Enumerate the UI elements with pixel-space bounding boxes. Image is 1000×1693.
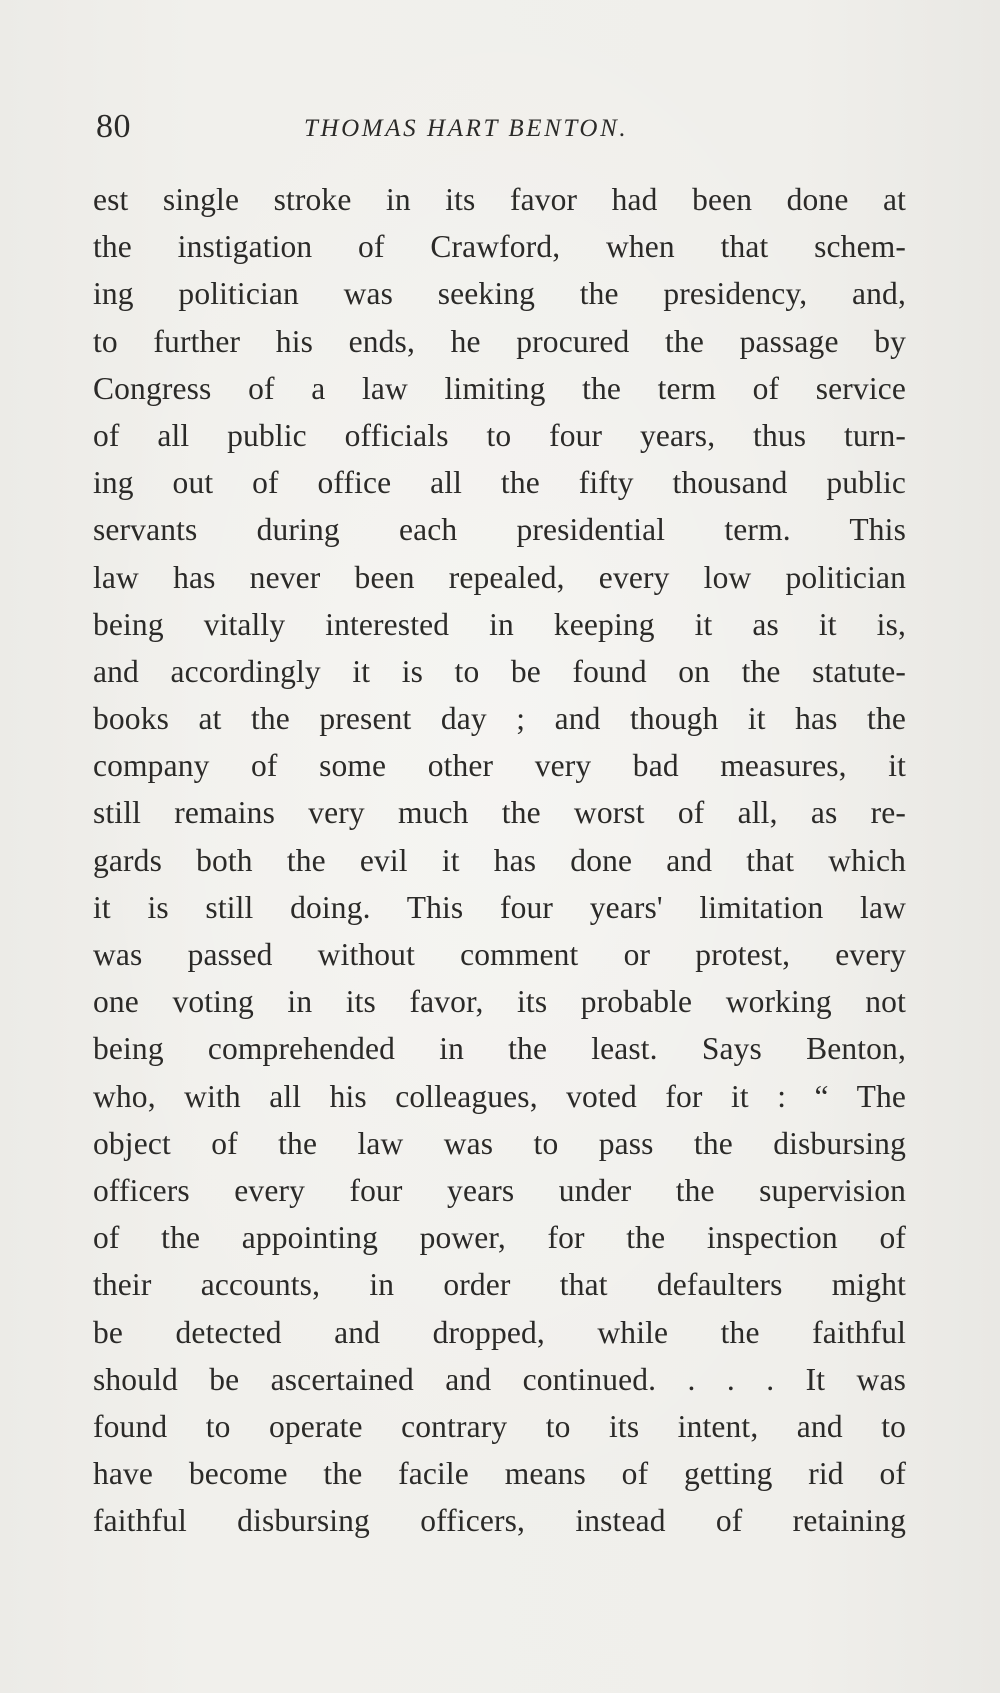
text-line: be detected and dropped, while the faithful	[93, 1314, 906, 1350]
text-line: was passed without comment or protest, every	[93, 937, 906, 972]
text-line: Congress of a law limiting the term of service	[93, 370, 906, 406]
text-line: servants during each presidential term. This	[93, 512, 906, 548]
text-line: still remains very much the worst of all, as re-	[93, 795, 906, 831]
text-line: being vitally interested in keeping it as it is,	[93, 606, 906, 642]
text-line: gards both the evil it has done and that which	[93, 842, 906, 878]
text-line: have become the facile means of getting rid of	[93, 1456, 906, 1492]
text-line: law has never been repealed, every low politician	[93, 559, 906, 595]
text-line: officers every four years under the supervision	[93, 1172, 906, 1208]
text-line: of the appointing power, for the inspection of	[93, 1220, 906, 1256]
text-line: found to operate contrary to its intent, and to	[93, 1408, 906, 1444]
text-line: one voting in its favor, its probable working not	[93, 984, 906, 1020]
text-line: their accounts, in order that defaulters might	[93, 1267, 906, 1303]
running-head	[96, 105, 896, 149]
text-line: books at the present day ; and though it has the	[93, 701, 906, 737]
text-line: object of the law was to pass the disbursing	[93, 1125, 906, 1161]
text-line: est single stroke in its favor had been done at	[93, 182, 906, 217]
text-line: and accordingly it is to be found on the statute-	[93, 653, 906, 689]
text-line: ing politician was seeking the presidency, and,	[93, 276, 906, 312]
text-line: should be ascertained and continued. . . . It was	[93, 1361, 906, 1397]
text-line: ing out of office all the fifty thousand public	[93, 465, 906, 501]
text-line: being comprehended in the least. Says Benton,	[93, 1031, 906, 1067]
text-line: of all public officials to four years, thus turn-	[93, 417, 906, 453]
text-line: faithful disbursing officers, instead of retaining	[93, 1503, 906, 1539]
text-line: the instigation of Crawford, when that schem-	[93, 229, 906, 265]
page-number: 80	[96, 108, 131, 145]
text-line: to further his ends, he procured the passage by	[93, 323, 906, 359]
body-text	[93, 176, 906, 1544]
running-title: THOMAS HART BENTON.	[304, 115, 629, 142]
text-line: company of some other very bad measures, it	[93, 748, 906, 784]
text-line: it is still doing. This four years' limitation law	[93, 889, 906, 925]
text-line: who, with all his colleagues, voted for it : “ The	[93, 1078, 906, 1114]
